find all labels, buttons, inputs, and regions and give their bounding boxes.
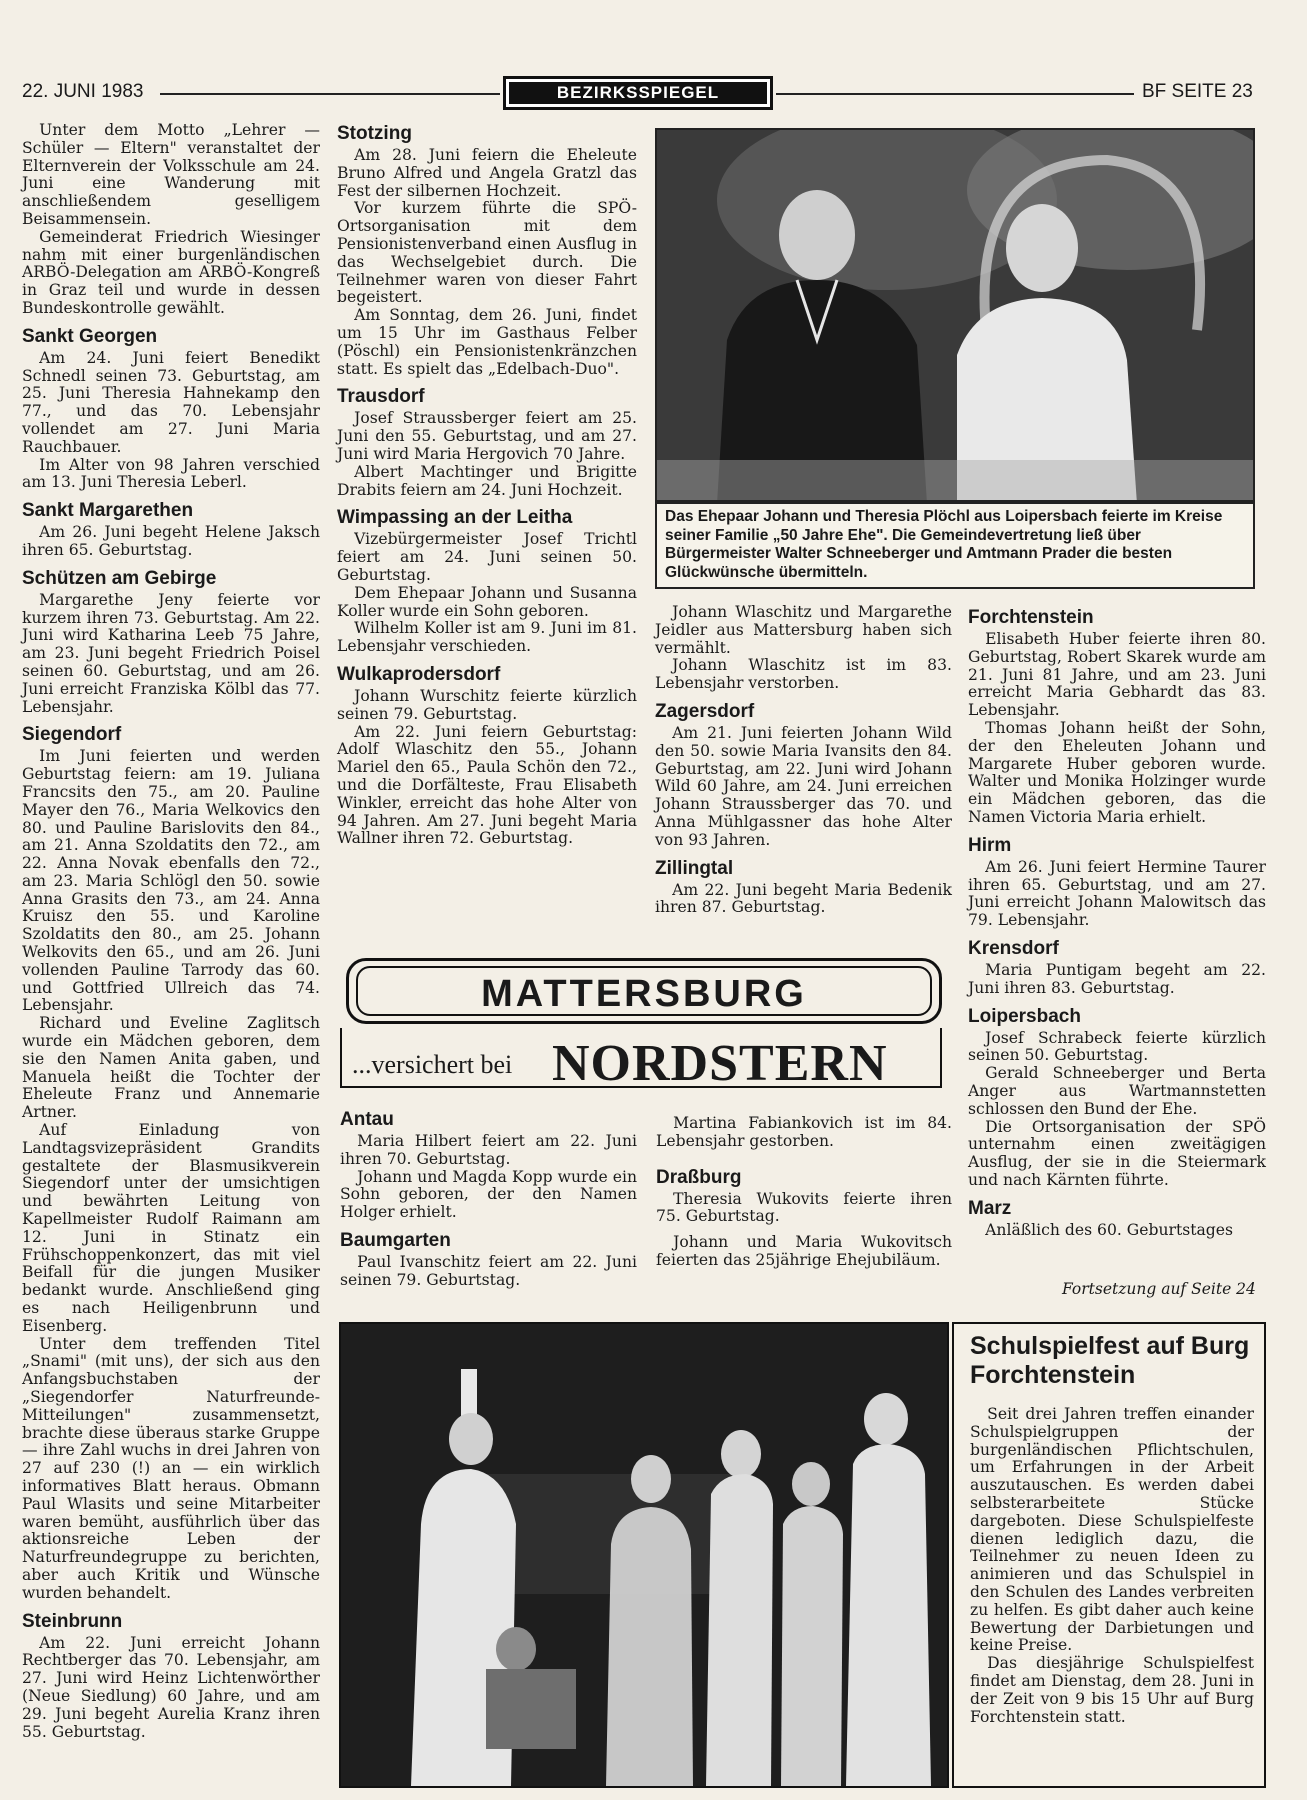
ad-brand: NORDSTERN xyxy=(552,1035,888,1092)
paragraph: Johann Wurschitz feierte kürzlich seinen 79. Geburtstag. xyxy=(337,686,637,723)
paragraph: Das diesjährige Schulspielfest findet am Dienstag, dem 28. Juni in der Zeit von 9 bis 15 Uhr auf Burg Forchtenstein statt. xyxy=(970,1654,1254,1726)
paragraph: Am 22. Juni erreicht Johann Rechtberger das 70. Lebensjahr, am 27. Juni wird Heinz Lichtenwörther (Neue Siedlung) 60 Jahre, und am 29. Juni begeht Aurelia Kranz ihren 55. Geburtstag. xyxy=(22,1633,320,1741)
paragraph: Josef Straussberger feiert am 25. Juni den 55. Geburtstag, und am 27. Juni wird Maria Hergovich 70 Jahre. xyxy=(337,409,637,463)
paragraph: Maria Hilbert feiert am 22. Juni ihren 70. Geburtstag. xyxy=(340,1132,637,1168)
page-number: BF SEITE 23 xyxy=(1142,81,1253,102)
ad-tagline: ...versichert bei xyxy=(352,1050,513,1079)
paragraph: Die Ortsorganisation der SPÖ unternahm einen zweitägigen Ausflug, der sie in die Steiermark und nach Kärnten führte. xyxy=(968,1117,1266,1189)
heading-zagersdorf: Zagersdorf xyxy=(655,700,755,722)
heading-stotzing: Stotzing xyxy=(337,123,412,144)
paragraph: Johann und Maria Wukovitsch feierten das 25jährige Ehejubiläum. xyxy=(656,1233,952,1269)
continued-note: Fortsetzung auf Seite 24 xyxy=(1062,1280,1256,1298)
heading-wulkaprodersdorf: Wulkaprodersdorf xyxy=(337,663,501,685)
mattersburg-column-a xyxy=(340,1108,637,1290)
paragraph: Am 28. Juni feiern die Eheleute Bruno Alfred und Angela Gratzl das Fest der silbernen Hochzeit. xyxy=(337,146,637,200)
story-title: Schulspielfest auf Burg Forchtenstein xyxy=(970,1332,1250,1389)
header-rule-right xyxy=(776,93,1134,95)
paragraph: Gemeinderat Friedrich Wiesinger nahm mit einer burgenländischen ARBÖ-Delegation am ARBÖ-Kongreß in Graz teil und wurde in dessen Bundeskontrolle gewählt. xyxy=(22,227,320,317)
heading-drassburg: Draßburg xyxy=(656,1166,742,1188)
paragraph: Vor kurzem führte die SPÖ-Ortsorganisation mit dem Pensionistenverband einen Ausflug in das Wechselgebiet durch. Die Teilnehmer waren von dieser Fahrt begeistert. xyxy=(337,199,637,307)
heading-trausdorf: Trausdorf xyxy=(337,386,425,408)
heading-antau: Antau xyxy=(340,1109,394,1130)
paragraph: Wilhelm Koller ist am 9. Juni im 81. Lebensjahr verschieden. xyxy=(337,619,637,656)
paragraph: Johann Wlaschitz und Margarethe Jeidler aus Mattersburg haben sich vermählt. xyxy=(655,603,952,657)
story-box xyxy=(952,1322,1266,1788)
paragraph: Unter dem Motto „Lehrer — Schüler — Eltern" veranstaltet der Elternverein der Volksschule am 24. Juni eine Wanderung mit anschließendem geselligem Beisammensein. xyxy=(22,121,320,228)
page-date: 22. JUNI 1983 xyxy=(22,81,144,102)
heading-steinbrunn: Steinbrunn xyxy=(22,1610,123,1632)
paragraph: Martina Fabiankovich ist im 84. Lebensjahr gestorben. xyxy=(656,1114,952,1150)
paragraph: Margarethe Jeny feierte vor kurzem ihren 73. Geburtstag. Am 22. Juni wird Katharina Leeb 75 Jahre, am 23. Juni begeht Friedrich Poisel seinen 60. Geburtstag, und am 26. Juni erreicht Franziska Kölbl das 77. Lebensjahr. xyxy=(22,590,320,716)
heading-forchtenstein: Forchtenstein xyxy=(968,607,1094,628)
heading-sankt-margarethen: Sankt Margarethen xyxy=(22,500,194,522)
paragraph: Unter dem treffenden Titel „Snami" (mit uns), der sich aus den Anfangsbuchstaben der „Siegendorfer Naturfreunde-Mitteilungen" zusammensetzt, brachte diese überaus starke Gruppe — ihre Zahl wuchs in drei Jahren von 27 auf 230 (!) an — ein wirklich informatives Blatt heraus. Obmann Paul Wlasits und seine Mitarbeiter waren bemüht, ausführlich über das aktionsreiche Leben der Naturfreundegruppe zu berichten, aber auch Kritik und Wünsche wurden behandelt. xyxy=(22,1334,320,1602)
photo-school-play xyxy=(339,1322,949,1788)
column-1 xyxy=(22,122,320,1741)
paragraph: Josef Schrabeck feierte kürzlich seinen 50. Geburtstag. xyxy=(968,1028,1266,1065)
heading-siegendorf: Siegendorf xyxy=(22,724,122,746)
paragraph: Elisabeth Huber feierte ihren 80. Geburtstag, Robert Skarek wurde am 21. Juni 81 Jahre, und am 23. Juni erreicht Maria Gebhardt das 83. Lebensjahr. xyxy=(968,630,1266,720)
paragraph: Paul Ivanschitz feiert am 22. Juni seinen 79. Geburtstag. xyxy=(340,1252,637,1289)
paragraph: Richard und Eveline Zaglitsch wurde ein Mädchen geboren, dem sie den Namen Anita gaben, und Manuela heißt die Tochter der Eheleute Franz und Annemarie Artner. xyxy=(22,1014,320,1122)
heading-schuetzen: Schützen am Gebirge xyxy=(22,567,217,589)
paragraph: Theresia Wukovits feierte ihren 75. Geburtstag. xyxy=(656,1189,952,1226)
heading-krensdorf: Krensdorf xyxy=(968,937,1059,959)
paragraph: Am 22. Juni begeht Maria Bedenik ihren 87. Geburtstag. xyxy=(655,880,952,917)
paragraph: Im Juni feierten und werden Geburtstag feiern: am 19. Juliana Francsits den 75., am 20. Pauline Mayer den 76., Maria Welkovics den 80. und Pauline Barislovits den 84., am 21. Anna Szoldatits den 72., am 22. Anna Novak ebenfalls den 72., am 23. Maria Schlögl den 50. sowie Anna Grasits den 73., am 24. Anna Kruisz den 55. und Karoline Szoldatits den 80., am 25. Johann Welkovits den 65., und am 26. Juni vollenden Pauline Tarrody das 60. und Gottfried Ullreich das 74. Lebensjahr. xyxy=(22,747,320,1015)
section-title-box xyxy=(503,76,773,110)
paragraph: Am 24. Juni feiert Benedikt Schnedl seinen 73. Geburtstag, am 25. Juni Theresia Hahnekamp den 77., und das 70. Lebensjahr vollendet am 27. Juni Maria Rauchbauer. xyxy=(22,348,320,456)
story-body xyxy=(970,1406,1254,1726)
paragraph: Johann und Magda Kopp wurde ein Sohn geboren, der den Namen Holger erhielt. xyxy=(340,1167,637,1222)
paragraph: Auf Einladung von Landtagsvizepräsident Grandits gestaltete der Blasmusikverein Siegendorf unter der umsichtigen und bewährten Leitung von Kapellmeister Rudolf Raimann am 12. Juni in Stinatz ein Frühschoppenkonzert, das mit viel Beifall für die jungen Musiker bedankt wurde. Anschließend ging es nach Heiligenbrunn und Eisenberg. xyxy=(22,1121,320,1335)
paragraph: Am 22. Juni feiern Geburtstag: Adolf Wlaschitz den 55., Johann Mariel den 65., Paula Schön den 72., und die Dorfälteste, Frau Elisabeth Winkler, erreicht das hohe Alter von 94 Jahren. Am 27. Juni begeht Maria Wallner ihren 72. Geburtstag. xyxy=(337,722,637,848)
mattersburg-ad xyxy=(340,958,952,1101)
paragraph: Dem Ehepaar Johann und Susanna Koller wurde ein Sohn geboren. xyxy=(337,583,637,620)
heading-zillingtal: Zillingtal xyxy=(655,857,734,879)
paragraph: Seit drei Jahren treffen einander Schulspielgruppen der burgenländischen Pflichtschulen, um Erfahrungen in der Arbeit auszutauschen. Es werden dabei selbsterarbeitete Stücke dargeboten. Diese Schulspielfeste dienen lediglich dazu, die Teilnehmer zu neuen Ideen zu animieren und das Schulspiel in den Schulen des Landes verbreiten zu helfen. Es gibt daher auch keine Bewertung der Darbietungen und keine Preise. xyxy=(970,1405,1254,1655)
photo-caption: Das Ehepaar Johann und Theresia Plöchl aus Loipersbach feierte im Kreise seiner Familie „50 Jahre Ehe". Die Gemeindevertretung ließ über Bürgermeister Walter Schneeberger und Amtmann Prader die besten Glückwünsche übermitteln. xyxy=(655,502,1255,589)
heading-loipersbach: Loipersbach xyxy=(968,1005,1081,1027)
ad-frame xyxy=(346,958,942,1024)
school-play-illustration xyxy=(341,1324,947,1786)
heading-hirm: Hirm xyxy=(968,834,1012,856)
heading-marz: Marz xyxy=(968,1197,1012,1219)
paragraph: Am 26. Juni feiert Hermine Taurer ihren 65. Geburtstag, und am 27. Juni erreicht Johann Malowitsch das 79. Lebensjahr. xyxy=(968,857,1266,930)
heading-sankt-georgen: Sankt Georgen xyxy=(22,325,158,347)
heading-wimpassing: Wimpassing an der Leitha xyxy=(337,507,573,529)
paragraph: Gerald Schneeberger und Berta Anger aus Wartmannstetten schlossen den Bund der Ehe. xyxy=(968,1064,1266,1118)
paragraph: Am 26. Juni begeht Helene Jaksch ihren 65. Geburtstag. xyxy=(22,523,320,559)
column-3 xyxy=(655,604,952,917)
paragraph: Anläßlich des 60. Geburtstages xyxy=(985,1220,1234,1239)
column-4 xyxy=(968,606,1266,1240)
section-title: BEZIRKSSPIEGEL xyxy=(509,82,767,104)
paragraph: Thomas Johann heißt der Sohn, der den Eheleuten Johann und Margarete Huber geboren wurde. Walter und Monika Holzinger wurde ein Mädchen geboren, das die Namen Victoria Maria erhielt. xyxy=(968,718,1266,826)
ad-city: MATTERSBURG xyxy=(481,973,807,1015)
paragraph: Am Sonntag, dem 26. Juni, findet um 15 Uhr im Gasthaus Felber (Pöschl) ein Pensionistenkränzchen statt. Es spielt das „Edelbach-Duo". xyxy=(337,306,637,378)
paragraph: Maria Puntigam begeht am 22. Juni ihren 83. Geburtstag. xyxy=(968,960,1266,997)
paragraph: Im Alter von 98 Jahren verschied am 13. Juni Theresia Leberl. xyxy=(22,455,320,492)
couple-photo-illustration xyxy=(657,130,1255,502)
photo-couple xyxy=(655,128,1255,502)
paragraph: Albert Machtinger und Brigitte Drabits feiern am 24. Juni Hochzeit. xyxy=(337,462,637,499)
heading-baumgarten: Baumgarten xyxy=(340,1229,451,1251)
paragraph: Vizebürgermeister Josef Trichtl feiert am 24. Juni seinen 50. Geburtstag. xyxy=(337,530,637,584)
column-2 xyxy=(337,122,637,848)
mattersburg-column-b xyxy=(656,1115,952,1270)
paragraph: Am 21. Juni feierten Johann Wild den 50. sowie Maria Ivansits den 84. Geburtstag, am 22. Juni wird Johann Wild 60 Jahre, am 24. Juni erreichen Johann Straussberger das 70. und Anna Mühlgassner das hohe Alter von 93 Jahren. xyxy=(655,723,952,849)
paragraph: Johann Wlaschitz ist im 83. Lebensjahr verstorben. xyxy=(655,656,952,693)
header-rule-left xyxy=(160,93,500,95)
